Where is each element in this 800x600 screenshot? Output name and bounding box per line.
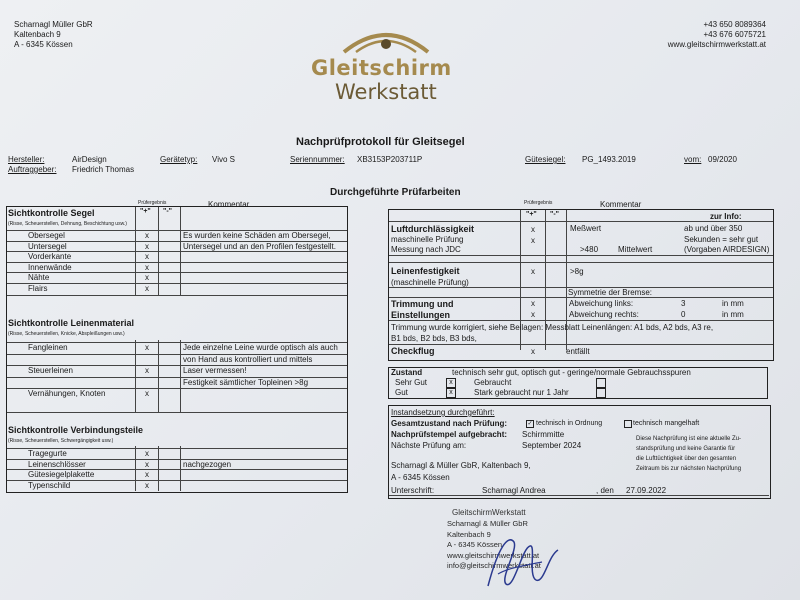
row-mark: x (145, 343, 149, 352)
zustand-gebraucht: Gebraucht (474, 378, 512, 387)
trimm-note-1: Trimmung wurde korrigiert, siehe Beilagen: Messblatt Leinenlängen: A1 bds, A2 bds, A3 re, (391, 323, 714, 332)
right-plus: "+" (526, 211, 537, 218)
gesamtzustand-label: Gesamtzustand nach Prüfung: (391, 419, 508, 428)
hinweis-text (636, 434, 741, 474)
row-comment: Laser vermessen! (183, 366, 247, 375)
row-comment: nachgezogen (183, 459, 232, 469)
leinenfestigkeit-value: >8g (570, 267, 584, 276)
hinweis-line: standsprüfung und keine Garantie für (636, 446, 736, 452)
right-minus: "-" (550, 211, 559, 218)
row-label: Gütesiegelplakette (28, 470, 95, 479)
left-plus: "+" (140, 208, 151, 215)
row-mark: x (145, 389, 149, 398)
symmetrie-label: Symmetrie der Bremse: (568, 288, 653, 297)
row-label: Tragegurte (28, 449, 67, 458)
handwritten-signature (478, 528, 568, 592)
zustand-label: Zustand (391, 368, 423, 377)
luft-title: Luftdurchlässigkeit (391, 224, 475, 234)
row-mark: x (145, 449, 149, 458)
row-mark: x (145, 241, 149, 251)
hinweis-line: Zeitraum bis zur nächsten Nachprüfung (636, 466, 742, 472)
tech-ok-checkbox[interactable]: ✓ (527, 421, 533, 427)
row-mark: x (145, 252, 149, 261)
trimm-note-2: B1 bds, B2 bds, B3 bds, (391, 334, 477, 343)
row-label: Vernähungen, Knoten (28, 389, 106, 398)
verbindung-sub: (Risse, Scheuerstellen, Schwergängigkeit usw.) (8, 438, 114, 444)
firma-line-2: A - 6345 Kössen (391, 473, 450, 482)
messwert-label: Meßwert (570, 224, 602, 233)
messwert-value: >480 (580, 245, 599, 254)
row-label: Typenschild (28, 480, 71, 490)
unterschrift-label: Unterschrift: (391, 486, 435, 495)
geraetetyp-value: Vivo S (212, 155, 235, 164)
stempel-value: Schirmmitte (522, 430, 565, 439)
right-pruefergebnis: Prüfergebnis (524, 200, 553, 206)
abweichung-links-label: Abweichung links: (569, 299, 634, 308)
tech-mangel-label: technisch mangelhaft (633, 420, 700, 427)
seriennummer-label: Seriennummer: (290, 155, 345, 164)
auftraggeber-value: Friedrich Thomas (72, 165, 135, 174)
row-comment: Es wurden keine Schäden am Obersegel, (183, 231, 331, 240)
sehr-gut-checkbox[interactable]: x (446, 378, 456, 388)
abweichung-rechts-value: 0 (681, 310, 686, 319)
luft-mark-2: x (531, 236, 535, 245)
leinen-sub: (Risse, Scheuerstellen, Knicke, Abspleißungen usw.) (8, 331, 125, 337)
left-minus: "-" (163, 208, 172, 215)
trimmung-mark-2: x (531, 310, 535, 319)
right-kommentar: Kommentar (600, 200, 642, 209)
trimmung-title-2: Einstellungen (391, 310, 451, 320)
row-comment: Untersegel und an den Profilen festgestellt. (183, 241, 336, 251)
mittelwert-label: Mittelwert (618, 245, 653, 254)
instand-title: Instandsetzung durchgeführt: (391, 408, 495, 417)
row-label: Steuerleinen (28, 366, 73, 375)
row-comment: von Hand aus kontrolliert und mittels (183, 354, 313, 364)
row-mark: x (145, 273, 149, 282)
phone-2: +43 676 6075721 (703, 30, 766, 39)
row-label: Leinenschlösser (28, 459, 86, 469)
den-label: , den (596, 486, 614, 495)
hinweis-line: Diese Nachprüfung ist eine aktuelle Zu- (636, 436, 742, 442)
stamp-line: Kaltenbach 9 (447, 529, 491, 539)
zustand-scale: technisch sehr gut, optisch gut - geringe/normale Gebrauchsspuren (452, 368, 691, 377)
stamp-line: www.gleitschirmwerkstatt.at (447, 550, 540, 560)
in-mm-1: in mm (722, 299, 744, 308)
hersteller-label: Hersteller: (8, 155, 45, 164)
stempel-label: Nachprüfstempel aufgebracht: (391, 430, 508, 439)
row-mark: x (145, 366, 149, 375)
website: www.gleitschirmwerkstatt.at (667, 40, 766, 49)
info-line-2: Sekunden = sehr gut (684, 235, 759, 244)
info-line-3: (Vorgaben AIRDESIGN) (684, 245, 770, 254)
row-mark: x (145, 262, 149, 272)
row-comment: Jede einzelne Leine wurde optisch als auch (183, 343, 338, 352)
leinenfestigkeit-title: Leinenfestigkeit (391, 266, 460, 276)
hinweis-line: die Lufttüchtigkeit über den gesamten (636, 456, 737, 462)
info-line-1: ab und über 350 (684, 224, 743, 233)
tech-ok-label: technisch in Ordnung (536, 420, 603, 427)
leinenfestigkeit-mark: x (531, 267, 535, 276)
vom-value: 09/2020 (708, 155, 737, 164)
trimmung-mark-1: x (531, 299, 535, 308)
luft-sub1: maschinelle Prüfung (391, 235, 464, 244)
company-name: Scharnagl Müller GbR (14, 20, 93, 29)
auftraggeber-label: Auftraggeber: (8, 165, 57, 174)
abweichung-rechts-label: Abweichung rechts: (569, 310, 639, 319)
zustand-stark: Stark gebraucht nur 1 Jahr (474, 388, 569, 397)
left-pruefergebnis: Prüfergebnis (138, 200, 167, 206)
row-label: Obersegel (28, 231, 65, 240)
segel-title: Sichtkontrolle Segel (8, 208, 95, 218)
gut-checkbox[interactable]: x (446, 388, 456, 398)
row-label: Untersegel (28, 241, 67, 251)
guetesiegel-value: PG_1493.2019 (582, 155, 636, 164)
guetesiegel-label: Gütesiegel: (525, 155, 566, 164)
checkflug-mark: x (531, 347, 535, 356)
in-mm-2: in mm (722, 310, 744, 319)
naechste-label: Nächste Prüfung am: (391, 441, 467, 450)
section-title: Durchgeführte Prüfarbeiten (330, 187, 461, 198)
row-mark: x (145, 480, 149, 490)
row-mark: x (145, 470, 149, 479)
stamp-line: Scharnagl & Müller GbR (447, 519, 528, 528)
page-title: Nachprüfprotokoll für Gleitsegel (296, 136, 465, 148)
firma-line-1: Scharnagl & Müller GbR, Kaltenbach 9, (391, 461, 531, 470)
zustand-gut: Gut (395, 388, 408, 397)
logo-wordmark-top: Gleitschirm (311, 56, 452, 80)
stamp-line: info@gleitschirmwerkstatt.at (447, 561, 541, 570)
naechste-value: September 2024 (522, 441, 582, 450)
row-label: Nähte (28, 273, 50, 282)
company-address (14, 20, 93, 50)
row-mark: x (145, 459, 149, 469)
tech-mangel-checkbox[interactable] (624, 420, 632, 428)
luft-mark-1: x (531, 225, 535, 234)
company-city: A - 6345 Kössen (14, 40, 73, 49)
row-mark: x (145, 283, 149, 293)
left-kommentar: Kommentar (208, 200, 250, 209)
company-street: Kaltenbach 9 (14, 30, 61, 39)
leinenfestigkeit-sub: (maschinelle Prüfung) (391, 278, 469, 287)
stamp-line: A - 6345 Kössen (447, 540, 503, 549)
abweichung-links-value: 3 (681, 299, 686, 308)
gebraucht-checkbox[interactable] (596, 378, 606, 388)
seriennummer-value: XB3153P203711P (357, 155, 423, 164)
company-contact (668, 20, 766, 50)
segel-sub: (Risse, Scheuerstellen, Dehnung, Beschichtung usw.) (8, 221, 127, 227)
row-label: Fangleinen (28, 343, 68, 352)
zustand-sehr-gut: Sehr Gut (395, 378, 428, 387)
verbindung-title: Sichtkontrolle Verbindungsteile (8, 425, 144, 435)
luft-sub2: Messung nach JDC (391, 245, 461, 254)
checkflug-value: entfällt (566, 347, 590, 356)
row-label: Vorderkante (28, 252, 72, 261)
unterschrift-name: Scharnagl Andrea (482, 486, 546, 495)
trimmung-title-1: Trimmung und (391, 299, 454, 309)
vom-label: vom: (684, 155, 702, 164)
stamp-brand: GleitschirmWerkstatt (452, 508, 526, 517)
logo-wordmark-bottom: Werkstatt (335, 80, 437, 104)
datum-value: 27.09.2022 (626, 486, 667, 495)
leinen-title: Sichtkontrolle Leinenmaterial (8, 318, 135, 328)
phone-1: +43 650 8089364 (703, 20, 766, 29)
zur-info: zur Info: (710, 212, 742, 221)
geraetetyp-label: Gerätetyp: (160, 155, 198, 164)
row-comment: Festigkeit sämtlicher Topleinen >8g (183, 377, 309, 387)
row-label: Flairs (28, 283, 48, 293)
row-mark: x (145, 231, 149, 240)
checkflug-label: Checkflug (391, 346, 435, 356)
stark-checkbox[interactable] (596, 388, 606, 398)
row-label: Innenwände (28, 262, 72, 272)
hersteller-value: AirDesign (72, 155, 107, 164)
